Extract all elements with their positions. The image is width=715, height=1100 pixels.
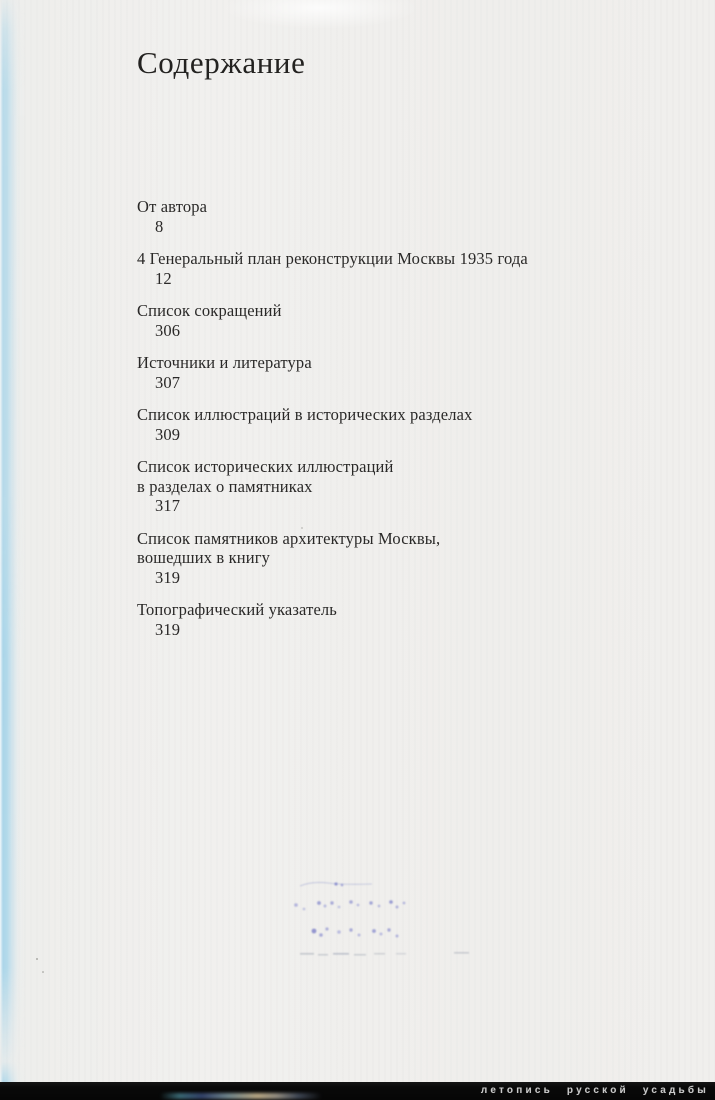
toc-entry [137,301,685,340]
toc-entry-title-line2: вошедших в книгу [137,548,271,567]
toc-entry-title: Источники и литература [137,353,312,372]
toc-entry-title: Список памятников архитектуры Москвы, [137,528,441,548]
toc-entry-page-number: 306 [155,320,181,340]
toc-entry [137,353,685,392]
toc-entry-title: Топографический указатель [137,600,337,619]
scan-edge-artifact [0,0,26,1100]
toc-entry-page-number: 307 [155,372,181,392]
toc-entry-page-number: 8 [155,216,164,236]
toc-entry-page-number: 317 [155,496,181,515]
toc-list [137,197,685,639]
toc-entry-title: Список исторических иллюстраций [137,457,394,476]
toc-entry-page-number: 309 [155,424,181,444]
faint-stamp [278,872,488,967]
page-title: Содержание [137,45,306,80]
scan-glare-artifact [160,1093,322,1099]
toc-entry-page-number: 319 [155,567,181,587]
toc-entry [137,529,685,588]
dust-speck [42,971,44,973]
dust-speck [36,958,38,960]
toc-entry-title: 4 Генеральный план реконструкции Москвы 1935 года [137,249,528,268]
toc-entry [137,457,685,516]
toc-entry-title-line2: в разделах о памятниках [137,476,313,496]
toc-entry-title: От автора [137,197,208,216]
toc-entry-title: Список сокращений [137,301,282,320]
toc-entry-page-number: 319 [155,619,181,639]
page-content [137,0,685,652]
toc-entry [137,197,685,236]
footer-bar [0,1082,715,1100]
dust-speck [301,527,303,529]
toc-entry [137,405,685,444]
footer-series-label: летопись русской усадьбы [480,1085,709,1096]
toc-entry [137,249,685,288]
toc-entry [137,600,685,639]
toc-entry-page-number: 12 [155,268,172,288]
toc-entry-title: Список иллюстраций в исторических разделах [137,405,473,424]
